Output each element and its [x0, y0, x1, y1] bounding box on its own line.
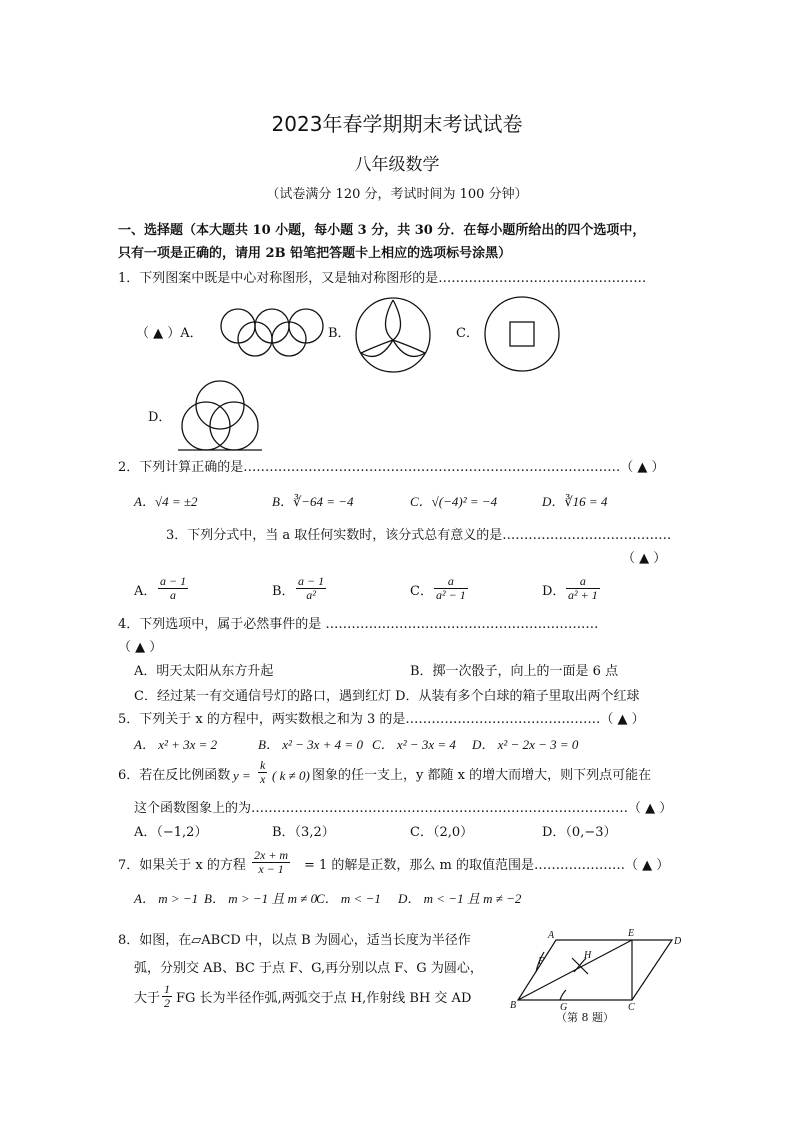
q3-option-b-label: B．	[272, 584, 295, 599]
label-g: G	[560, 1002, 568, 1013]
q5-option-d: D． x² − 2x − 3 = 0	[472, 737, 579, 752]
q7-equation-fraction: $\frac{2x + m}{x - 1}$	[254, 848, 289, 876]
label-a: A	[548, 930, 555, 941]
section-heading-line2: 只有一项是正确的，请用 2B 铅笔把答题卡上相应的选项标号涂黑）	[118, 246, 512, 261]
q1-stem: 1．下列图案中既是中心对称图形，又是轴对称图形的是…………………………………………	[118, 271, 647, 286]
subject-title: 八年级数学	[354, 155, 440, 175]
q4-stem: 4．下列选项中，属于必然事件的是 ………………………………………………………	[118, 617, 599, 632]
section-heading-line1: 一、选择题（本大题共 10 小题，每小题 3 分，共 30 分．在每小题所给出的四个选项中，	[118, 223, 646, 238]
q6-postfix: 图象的任一支上，y 都随 x 的增大而增大，则下列点可能在	[312, 768, 652, 783]
q3-option-c-label: C．	[410, 584, 433, 599]
q3-option-a-fraction: $\frac{a - 1}{a}$	[160, 574, 187, 602]
q2-option-b: B．∛−64 = −4	[272, 494, 354, 509]
label-b: B	[510, 1000, 517, 1011]
label-d: D	[674, 936, 682, 947]
q6-option-c: C．（2,0）	[410, 825, 474, 840]
q5-option-c: C． x² − 3x = 4	[372, 737, 456, 752]
q3-answer: （ ▲ ）	[622, 551, 667, 566]
q3-option-b-fraction: $\frac{a - 1}{\text{a²}}$	[298, 574, 325, 602]
q7-prefix: 7．如果关于 x 的方程	[118, 858, 246, 873]
q8-line1: 8．如图，在▱ABCD 中，以点 B 为圆心，适当长度为半径作	[118, 933, 471, 948]
q1-figure-c	[483, 296, 561, 374]
q1-option-c-label: C．	[456, 326, 479, 341]
q2-option-a: A．√4 = ±2	[134, 494, 198, 509]
q1-figure-d	[176, 378, 264, 452]
q8-half-fraction: $\frac{1}{2}$	[164, 982, 170, 1010]
q4-option-b: B．掷一次骰子，向上的一面是 6 点	[410, 664, 619, 679]
q8-figure-caption: （第 8 题）	[556, 1011, 614, 1024]
q2-option-c: C．√(−4)² = −4	[410, 494, 498, 509]
exam-note: （试卷满分 120 分，考试时间为 100 分钟）	[266, 187, 528, 202]
q3-option-c-fraction: $\frac{a}{\text{a² − 1}}$	[436, 574, 466, 602]
q4-option-a: A．明天太阳从东方升起	[134, 664, 274, 679]
q7-postfix: = 1 的解是正数，那么 m 的取值范围是…………………（ ▲ ）	[304, 858, 670, 873]
q1-figure-a	[218, 308, 328, 358]
q3-stem: 3．下列分式中，当 a 取任何实数时，该分式总有意义的是…………………………………	[166, 528, 672, 543]
q6-k-over-x: $\frac{k}{x}$	[260, 758, 266, 786]
q1-figure-b	[354, 296, 432, 374]
q5-option-a: A． x² + 3x = 2	[134, 737, 218, 752]
q8-line3-prefix: 大于	[134, 991, 161, 1006]
label-e: E	[628, 928, 635, 939]
q6-prefix: 6．若在反比例函数	[118, 768, 231, 783]
q5-option-b: B． x² − 3x + 4 = 0	[258, 737, 363, 752]
label-f: F	[538, 956, 545, 967]
q1-answer-a-label: （ ▲ ）A．	[136, 326, 203, 341]
label-h: H	[584, 950, 592, 961]
q2-option-d: D．∛16 = 4	[542, 494, 608, 509]
q6-option-a: A．（−1,2）	[134, 825, 208, 840]
q8-line2: 弧，分别交 AB、BC 于点 F、G,再分别以点 F、G 为圆心，	[134, 961, 483, 976]
q5-stem: 5．下列关于 x 的方程中，两实数根之和为 3 的是………………………………………（ ▲ ）	[118, 712, 645, 727]
q8-line3-postfix: FG 长为半径作弧,两弧交于点 H,作射线 BH 交 AD	[176, 991, 472, 1006]
label-c: C	[628, 1002, 635, 1013]
q4-option-cd: C．经过某一有交通信号灯的路口，遇到红灯 D．从装有多个白球的箱子里取出两个红球	[134, 689, 640, 704]
q1-option-d-label: D．	[148, 410, 172, 425]
exam-title: 2023年春学期期末考试试卷	[271, 112, 523, 136]
q3-option-d-label: D．	[542, 584, 566, 599]
q7-option-b: B． m > −1 且 m ≠ 0	[204, 891, 318, 906]
q6-option-d: D．（0,−3）	[542, 825, 617, 840]
q2-stem: 2．下列计算正确的是……………………………………………………………………………（ ▲ ）	[118, 460, 665, 475]
q6-option-b: B．（3,2）	[272, 825, 335, 840]
q6-y-equals: y =	[233, 768, 251, 783]
q6-line2: 这个函数图象上的为……………………………………………………………………………（ ▲ ）	[134, 801, 673, 816]
q7-option-a: A． m > −1	[134, 891, 199, 906]
q4-answer: （ ▲ ）	[118, 640, 163, 655]
q7-option-d: D． m < −1 且 m ≠ −2	[398, 891, 522, 906]
q3-option-a-label: A．	[134, 584, 157, 599]
q6-condition: ( k ≠ 0)	[272, 768, 310, 783]
q7-option-c: C． m < −1	[316, 891, 381, 906]
q8-parallelogram-figure	[508, 928, 692, 1020]
q3-option-d-fraction: $\frac{a}{\text{a² + 1}}$	[568, 574, 598, 602]
q1-option-b-label: B．	[328, 326, 351, 341]
